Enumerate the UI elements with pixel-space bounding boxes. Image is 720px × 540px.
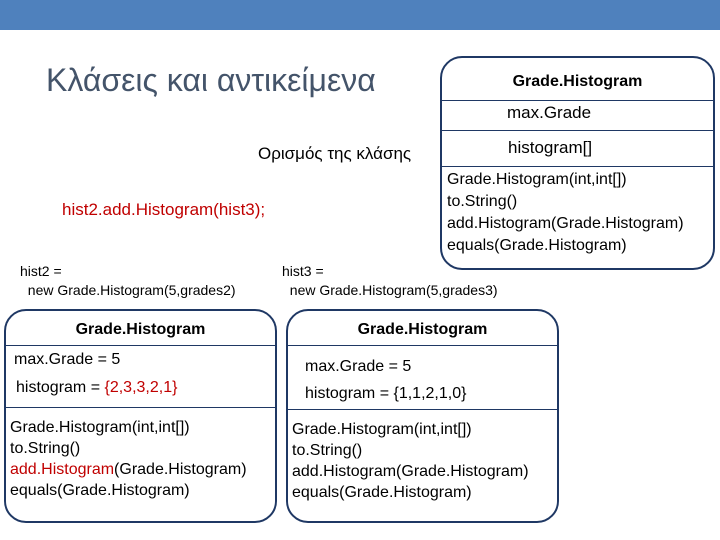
method-equals: equals(Grade.Histogram) bbox=[292, 484, 472, 501]
method-constructor: Grade.Histogram(int,int[]) bbox=[292, 421, 472, 438]
method-add-histogram bbox=[10, 459, 247, 480]
method-add-name: add.Histogram bbox=[10, 461, 115, 478]
slide-title: Κλάσεις και αντικείμενα bbox=[46, 62, 376, 98]
divider bbox=[288, 345, 557, 346]
method-call-text: hist2.add.Histogram(hist3); bbox=[62, 200, 266, 219]
field-histogram-value: {2,3,3,2,1} bbox=[104, 379, 178, 396]
attribute-max-grade: max.Grade bbox=[507, 103, 592, 122]
attribute-histogram: histogram[] bbox=[508, 138, 593, 157]
field-max-grade: max.Grade = 5 bbox=[14, 351, 121, 368]
divider bbox=[442, 166, 713, 167]
method-list bbox=[447, 169, 684, 257]
method-equals: equals(Grade.Histogram) bbox=[447, 237, 627, 254]
method-list bbox=[292, 419, 529, 503]
divider bbox=[442, 130, 713, 131]
divider bbox=[6, 407, 275, 408]
field-histogram bbox=[16, 379, 177, 397]
method-to-string: to.String() bbox=[292, 442, 363, 459]
method-to-string: to.String() bbox=[447, 193, 518, 210]
hist3-declaration: hist3 = new Grade.Histogram(5,grades3) bbox=[282, 263, 498, 298]
hist2-declaration: hist2 = new Grade.Histogram(5,grades2) bbox=[20, 263, 236, 298]
method-constructor: Grade.Histogram(int,int[]) bbox=[10, 419, 190, 436]
method-add-histogram: add.Histogram(Grade.Histogram) bbox=[447, 215, 684, 232]
object-class-name: Grade.Histogram bbox=[75, 321, 206, 338]
method-add-histogram: add.Histogram(Grade.Histogram) bbox=[292, 463, 529, 480]
method-list bbox=[10, 417, 247, 501]
object-hist2-box bbox=[4, 309, 277, 523]
method-equals: equals(Grade.Histogram) bbox=[10, 482, 190, 499]
class-name: Grade.Histogram bbox=[512, 73, 643, 90]
divider bbox=[442, 100, 713, 101]
method-constructor: Grade.Histogram(int,int[]) bbox=[447, 171, 627, 188]
field-histogram-label: histogram = bbox=[16, 379, 105, 396]
method-to-string: to.String() bbox=[10, 440, 81, 457]
object-hist3-box bbox=[286, 309, 559, 523]
field-max-grade: max.Grade = 5 bbox=[305, 358, 412, 375]
divider bbox=[6, 345, 275, 346]
method-add-arg: (Grade.Histogram) bbox=[114, 461, 247, 478]
top-accent-bar bbox=[0, 0, 720, 30]
class-definition-box bbox=[440, 56, 715, 270]
class-definition-caption: Ορισμός της κλάσης bbox=[258, 144, 412, 163]
divider bbox=[288, 409, 557, 410]
object-class-name: Grade.Histogram bbox=[357, 321, 488, 338]
field-histogram: histogram = {1,1,2,1,0} bbox=[305, 385, 467, 402]
